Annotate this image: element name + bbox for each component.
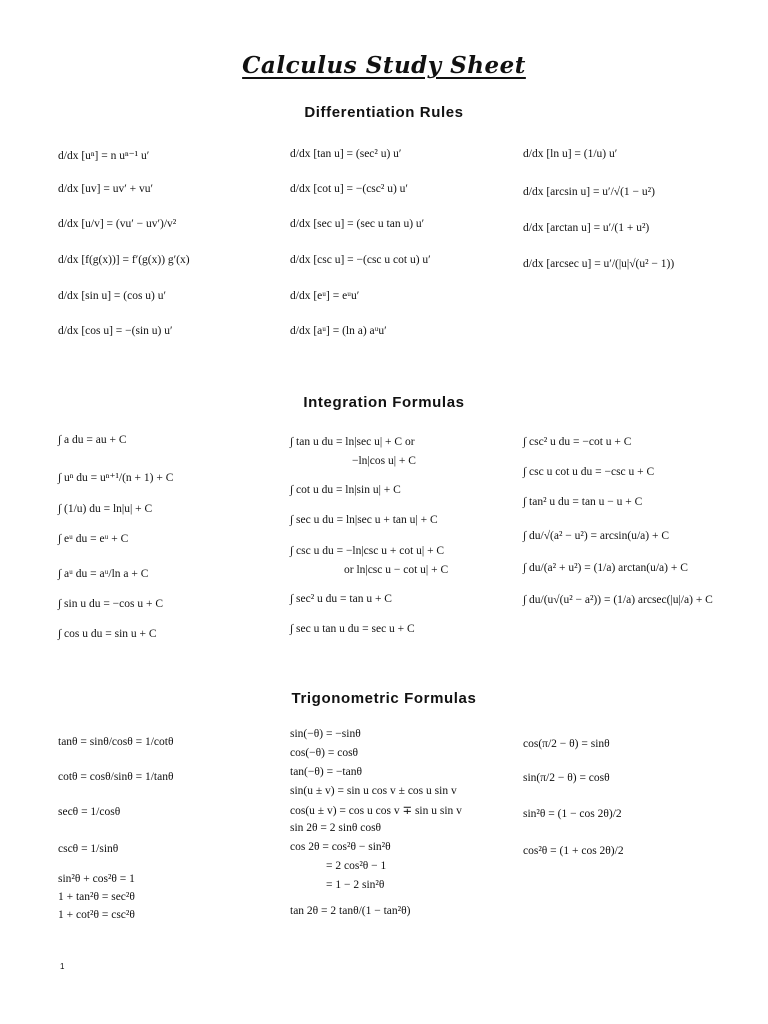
formula: ∫ du/(u√(u² − a²)) = (1/a) arcsec(|u|/a) + C xyxy=(523,594,713,606)
formula: tan(−θ) = −tanθ xyxy=(290,766,362,778)
formula: ∫ csc u cot u du = −csc u + C xyxy=(523,466,655,478)
page-title: Calculus Study Sheet xyxy=(242,52,526,79)
formula: d/dx [u/v] = (vu′ − uv′)/v² xyxy=(58,218,177,230)
formula: d/dx [cos u] = −(sin u) u′ xyxy=(58,325,173,337)
formula: ∫ sec u tan u du = sec u + C xyxy=(290,623,415,635)
formula: d/dx [aᵘ] = (ln a) aᵘu′ xyxy=(290,325,387,337)
formula: d/dx [csc u] = −(csc u cot u) u′ xyxy=(290,254,431,266)
formula: d/dx [tan u] = (sec² u) u′ xyxy=(290,148,402,160)
formula: d/dx [uⁿ] = n uⁿ⁻¹ u′ xyxy=(58,150,150,162)
formula: sin(u ± v) = sin u cos v ± cos u sin v xyxy=(290,785,457,797)
formula: ∫ aᵘ du = aᵘ/ln a + C xyxy=(58,568,149,580)
formula: sin 2θ = 2 sinθ cosθ xyxy=(290,822,382,834)
formula: ∫ cos u du = sin u + C xyxy=(58,628,157,640)
formula: ∫ csc² u du = −cot u + C xyxy=(523,436,632,448)
formula: tanθ = sinθ/cosθ = 1/cotθ xyxy=(58,736,174,748)
formula: d/dx [cot u] = −(csc² u) u′ xyxy=(290,183,408,195)
formula: cos 2θ = cos²θ − sin²θ xyxy=(290,841,391,853)
formula: d/dx [f(g(x))] = f′(g(x)) g′(x) xyxy=(58,254,190,266)
formula: sin(−θ) = −sinθ xyxy=(290,728,361,740)
page-number: 1 xyxy=(60,962,65,971)
formula: ∫ tan u du = ln|sec u| + C or xyxy=(290,436,415,448)
formula: ∫ csc u du = −ln|csc u + cot u| + C xyxy=(290,545,445,557)
formula: sin²θ + cos²θ = 1 xyxy=(58,873,135,885)
formula: = 1 − 2 sin²θ xyxy=(326,879,385,891)
formula: ∫ cot u du = ln|sin u| + C xyxy=(290,484,401,496)
formula: d/dx [eᵘ] = eᵘu′ xyxy=(290,290,360,302)
formula: ∫ du/(a² + u²) = (1/a) arctan(u/a) + C xyxy=(523,562,688,574)
section-title-differentiation: Differentiation Rules xyxy=(304,104,464,121)
formula: ∫ tan² u du = tan u − u + C xyxy=(523,496,643,508)
formula: cos²θ = (1 + cos 2θ)/2 xyxy=(523,845,624,857)
formula: ∫ eᵘ du = eᵘ + C xyxy=(58,533,129,545)
formula: 1 + cot²θ = csc²θ xyxy=(58,909,135,921)
formula: cos(u ± v) = cos u cos v ∓ sin u sin v xyxy=(290,805,462,817)
formula: d/dx [arcsec u] = u′/(|u|√(u² − 1)) xyxy=(523,258,675,270)
formula: d/dx [arcsin u] = u′/√(1 − u²) xyxy=(523,186,655,198)
formula: sin²θ = (1 − cos 2θ)/2 xyxy=(523,808,622,820)
formula: d/dx [uv] = uv′ + vu′ xyxy=(58,183,153,195)
formula: d/dx [sin u] = (cos u) u′ xyxy=(58,290,167,302)
formula: d/dx [ln u] = (1/u) u′ xyxy=(523,148,618,160)
formula: = 2 cos²θ − 1 xyxy=(326,860,387,872)
formula: sin(π/2 − θ) = cosθ xyxy=(523,772,610,784)
section-title-integration: Integration Formulas xyxy=(303,394,465,411)
formula: cotθ = cosθ/sinθ = 1/tanθ xyxy=(58,771,174,783)
formula: ∫ sec u du = ln|sec u + tan u| + C xyxy=(290,514,438,526)
formula: d/dx [sec u] = (sec u tan u) u′ xyxy=(290,218,425,230)
formula: cos(−θ) = cosθ xyxy=(290,747,359,759)
formula: ∫ (1/u) du = ln|u| + C xyxy=(58,503,153,515)
formula: ∫ a du = au + C xyxy=(58,434,127,446)
formula: or ln|csc u − cot u| + C xyxy=(344,564,449,576)
formula: 1 + tan²θ = sec²θ xyxy=(58,891,135,903)
formula: tan 2θ = 2 tanθ/(1 − tan²θ) xyxy=(290,905,411,917)
formula: ∫ sec² u du = tan u + C xyxy=(290,593,392,605)
formula: secθ = 1/cosθ xyxy=(58,806,121,818)
formula: −ln|cos u| + C xyxy=(352,455,416,467)
formula: cscθ = 1/sinθ xyxy=(58,843,119,855)
section-title-trigonometric: Trigonometric Formulas xyxy=(291,690,477,707)
formula: d/dx [arctan u] = u′/(1 + u²) xyxy=(523,222,650,234)
formula: cos(π/2 − θ) = sinθ xyxy=(523,738,610,750)
formula: ∫ sin u du = −cos u + C xyxy=(58,598,164,610)
formula: ∫ uⁿ du = uⁿ⁺¹/(n + 1) + C xyxy=(58,472,174,484)
formula: ∫ du/√(a² − u²) = arcsin(u/a) + C xyxy=(523,530,669,542)
